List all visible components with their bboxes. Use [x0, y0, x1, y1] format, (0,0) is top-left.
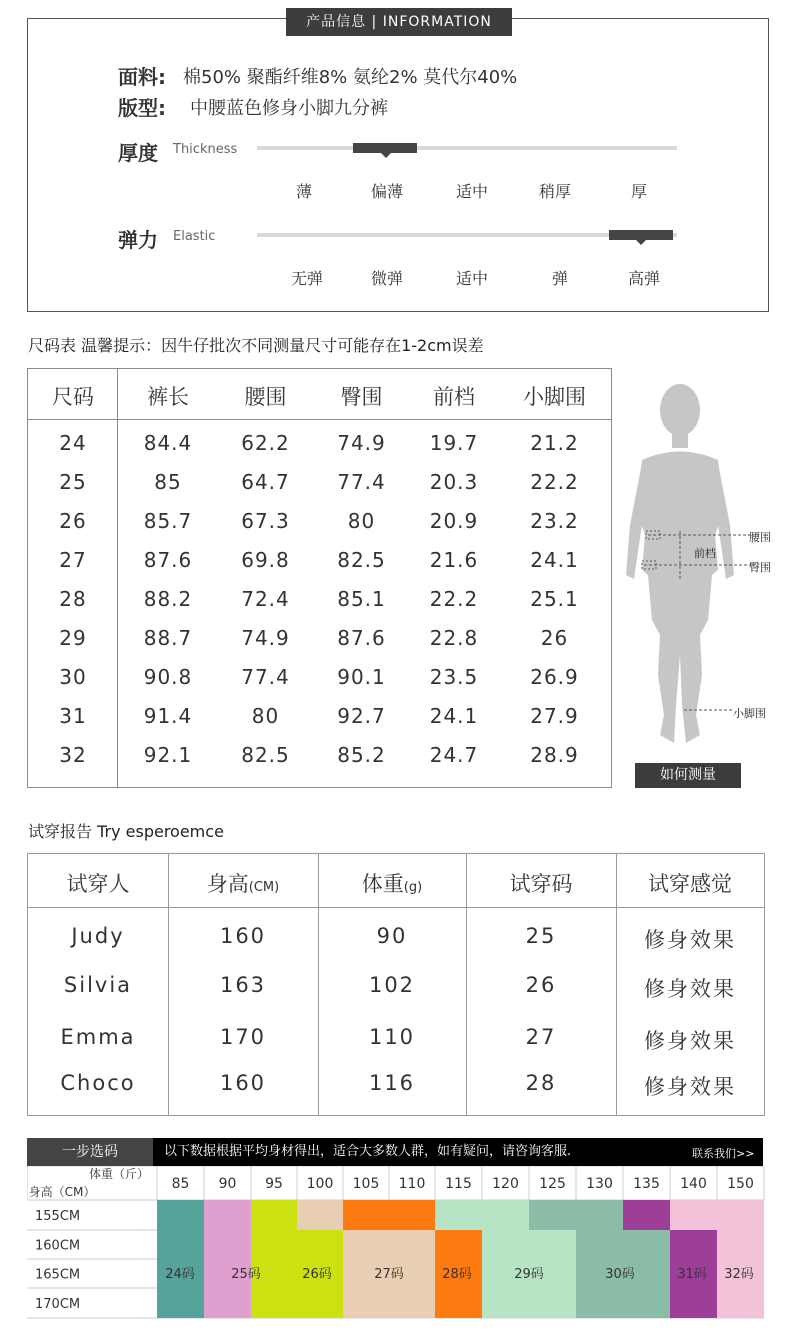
thickness-track: [257, 146, 677, 150]
size-picker-badge: 一步选码: [27, 1138, 153, 1166]
size-table-cell: 29: [59, 626, 87, 650]
size-table-cell: 23.5: [429, 665, 479, 689]
size-table-cell: 82.5: [241, 743, 290, 767]
size-header-cell: 小脚围: [523, 385, 586, 409]
try-report-cell: 修身效果: [644, 977, 736, 1001]
try-report-cell: Emma: [60, 1025, 136, 1049]
size-label: 30码: [605, 1267, 635, 1282]
try-report-cell: 27: [525, 1025, 557, 1049]
size-table: [27, 368, 612, 788]
size-table-header: [28, 369, 611, 419]
size-table-cell: 74.9: [241, 626, 290, 650]
size-table-cell: 24.1: [429, 704, 479, 728]
size-table-cell: 26: [59, 509, 87, 533]
size-label: 27码: [374, 1267, 404, 1282]
height-axis-label: 身高（CM）: [28, 1185, 96, 1199]
size-table-cell: 26: [540, 626, 569, 650]
try-header-cell: 试穿人: [66, 872, 130, 896]
try-header-cell: 试穿感觉: [648, 872, 732, 896]
size-block: [251, 1200, 297, 1230]
size-label: 26码: [302, 1267, 332, 1282]
thickness-tick: 厚: [630, 182, 647, 201]
size-label: 31码: [677, 1267, 707, 1282]
try-report-cell: 修身效果: [644, 1075, 736, 1099]
size-table-cell: 31: [59, 704, 87, 728]
weight-value: 85: [171, 1176, 190, 1192]
size-header-cell: 臀围: [340, 385, 383, 409]
size-table-cell: 62.2: [241, 431, 290, 455]
fit-value: 中腰蓝色修身小脚九分裤: [190, 98, 388, 119]
size-table-header-divider: [28, 419, 611, 420]
thickness-tick: 偏薄: [370, 182, 403, 201]
size-table-cell: 85.1: [337, 587, 386, 611]
elastic-label-en: Elastic: [173, 229, 216, 244]
size-table-cell: 69.8: [241, 548, 290, 572]
elastic-marker: [609, 230, 673, 240]
size-table-cell: 25.1: [530, 587, 579, 611]
size-table-cell: 87.6: [337, 626, 386, 650]
height-value: 155CM: [35, 1209, 81, 1224]
height-value: 170CM: [35, 1297, 81, 1312]
try-col-divider: [466, 854, 467, 1115]
size-table-cell: 22.2: [530, 470, 579, 494]
size-header-cell: 裤长: [147, 385, 189, 409]
fabric-label: 面料:: [118, 65, 166, 89]
size-label: 32码: [724, 1267, 754, 1282]
size-table-cell: 64.7: [241, 470, 290, 494]
thickness-marker: [353, 143, 417, 153]
size-table-cell: 20.3: [429, 470, 479, 494]
try-report-cell: 28: [525, 1071, 557, 1095]
weight-value: 150: [727, 1176, 754, 1192]
size-section-title: 尺码表 温馨提示：因牛仔批次不同测量尺寸可能存在1-2cm误差: [28, 336, 484, 355]
thickness-label-en: Thickness: [173, 142, 238, 157]
size-table-cell: 28: [59, 587, 87, 611]
size-table-cell: 24.1: [530, 548, 579, 572]
weight-value: 120: [492, 1176, 519, 1192]
try-report-cell: 90: [376, 924, 408, 948]
size-table-cell: 24.7: [429, 743, 479, 767]
how-to-measure-button[interactable]: 如何测量: [635, 763, 741, 788]
try-col-divider: [318, 854, 319, 1115]
size-block: [435, 1200, 529, 1230]
size-table-cell: 92.7: [337, 704, 386, 728]
weight-value: 100: [306, 1176, 334, 1192]
try-report-cell: 110: [368, 1025, 416, 1049]
thickness-marker-arrow-icon: [381, 153, 391, 158]
thickness-tick: 适中: [455, 182, 488, 201]
size-table-cell: 80: [251, 704, 280, 728]
weight-axis-label: 体重（斤）: [88, 1167, 150, 1181]
weight-value: 130: [586, 1176, 613, 1192]
size-table-cell: 27: [59, 548, 87, 572]
weight-value: 110: [398, 1176, 426, 1192]
size-table-cell: 85.2: [337, 743, 386, 767]
try-report-cell: 26: [525, 973, 557, 997]
ankle-label: 小脚围: [733, 707, 766, 720]
size-block: [623, 1200, 670, 1230]
hip-label: 臀围: [749, 561, 771, 574]
size-table-cell: 84.4: [143, 431, 193, 455]
size-table-cell: 87.6: [143, 548, 193, 572]
size-table-cell: 21.6: [429, 548, 479, 572]
size-label: 29码: [514, 1267, 544, 1282]
try-report-title: 试穿报告 Try esperoemce: [28, 822, 224, 841]
size-table-cell: 91.4: [143, 704, 193, 728]
weight-value: 95: [265, 1176, 283, 1192]
try-report-header: [28, 854, 764, 907]
size-label: 28码: [442, 1267, 472, 1282]
elastic-tick: 适中: [455, 269, 488, 288]
try-report-cell: 修身效果: [644, 928, 736, 952]
size-header-cell: 尺码: [52, 385, 94, 409]
size-table-cell: 80: [347, 509, 376, 533]
size-table-cell: 22.2: [429, 587, 479, 611]
size-table-cell: 21.2: [530, 431, 579, 455]
weight-value: 140: [680, 1176, 707, 1192]
try-report-cell: 160: [219, 1071, 267, 1095]
size-table-cell: 25: [59, 470, 87, 494]
size-table-cell: 28.9: [530, 743, 579, 767]
try-report-cell: Silvia: [63, 973, 133, 997]
try-report-cell: 160: [219, 924, 267, 948]
thickness-tick: 薄: [295, 182, 312, 201]
size-table-cell: 24: [59, 431, 87, 455]
size-label: 24码: [165, 1267, 195, 1282]
size-table-cell: 67.3: [241, 509, 290, 533]
try-report-cell: 修身效果: [644, 1029, 736, 1053]
size-table-cell: 72.4: [241, 587, 290, 611]
elastic-tick: 无弹: [290, 269, 323, 288]
elastic-tick: 微弹: [370, 269, 403, 288]
elastic-tick: 高弹: [627, 269, 660, 288]
size-table-cell: 90.1: [337, 665, 386, 689]
try-report-table: [27, 853, 765, 1116]
size-table-cell: 77.4: [241, 665, 290, 689]
product-info-header: 产品信息 | INFORMATION: [286, 8, 512, 36]
size-block: [343, 1200, 435, 1230]
weight-value: 90: [218, 1176, 237, 1192]
size-header-cell: 前档: [433, 385, 475, 409]
size-label: 25码: [231, 1267, 261, 1282]
try-header-cell: 身高(CM): [206, 872, 280, 896]
try-report-cell: 116: [368, 1071, 416, 1095]
thickness-tick: 稍厚: [538, 182, 571, 201]
size-picker-notice: 以下数据根据平均身材得出，适合大多数人群，如有疑问，请咨询客服.: [164, 1144, 572, 1159]
try-header-cell: 体重(g): [361, 872, 423, 896]
size-table-cell: 74.9: [337, 431, 386, 455]
front-rise-label: 前档: [694, 547, 716, 560]
size-block: [297, 1200, 343, 1230]
weight-value: 135: [633, 1176, 660, 1192]
size-table-cell: 32: [59, 743, 87, 767]
size-table-cell: 23.2: [530, 509, 579, 533]
size-table-cell: 22.8: [429, 626, 479, 650]
size-table-cell: 92.1: [143, 743, 193, 767]
size-block: [529, 1200, 623, 1230]
elastic-marker-arrow-icon: [636, 240, 646, 245]
try-report-cell: 102: [368, 973, 416, 997]
try-report-cell: 170: [219, 1025, 267, 1049]
try-report-cell: 163: [219, 973, 267, 997]
size-table-cell: 26.9: [530, 665, 579, 689]
try-header-unit: (CM): [248, 880, 280, 895]
waist-label: 腰围: [749, 531, 771, 544]
fit-label: 版型:: [118, 96, 166, 120]
size-table-cell: 88.7: [143, 626, 193, 650]
height-value: 160CM: [35, 1238, 81, 1254]
height-value: 165CM: [35, 1267, 81, 1283]
size-table-cell: 20.9: [429, 509, 479, 533]
contact-us-link[interactable]: 联系我们>>: [692, 1147, 755, 1160]
size-table-cell: 85: [154, 470, 182, 494]
size-block: [204, 1200, 251, 1318]
size-block: [670, 1200, 764, 1230]
elastic-tick: 弹: [551, 269, 568, 288]
weight-value: 105: [352, 1176, 380, 1192]
size-table-cell: 90.8: [143, 665, 193, 689]
try-report-cell: Judy: [71, 924, 125, 948]
fabric-value: 棉50% 聚酯纤维8% 氨纶2% 莫代尔40%: [183, 67, 518, 88]
size-table-cell: 27.9: [530, 704, 579, 728]
weight-value: 125: [539, 1176, 566, 1192]
size-table-body: [28, 431, 611, 781]
size-block: [157, 1200, 204, 1318]
try-header-unit: (g): [403, 880, 423, 895]
size-matrix: [27, 1166, 765, 1320]
size-table-cell: 77.4: [337, 470, 386, 494]
try-header-cell: 试穿码: [509, 872, 573, 896]
thickness-label: 厚度: [118, 141, 158, 165]
try-col-divider: [168, 854, 169, 1115]
size-table-cell: 88.2: [143, 587, 193, 611]
size-table-cell: 82.5: [337, 548, 386, 572]
try-report-cell: Choco: [60, 1071, 136, 1095]
try-report-cell: 25: [525, 924, 557, 948]
size-table-cell: 30: [59, 665, 87, 689]
try-report-body: [28, 908, 764, 1115]
size-header-cell: 腰围: [244, 385, 287, 409]
weight-value: 115: [445, 1176, 472, 1192]
size-table-cell: 85.7: [143, 509, 193, 533]
elastic-label: 弹力: [118, 228, 158, 252]
try-col-divider: [616, 854, 617, 1115]
size-table-cell: 19.7: [429, 431, 479, 455]
